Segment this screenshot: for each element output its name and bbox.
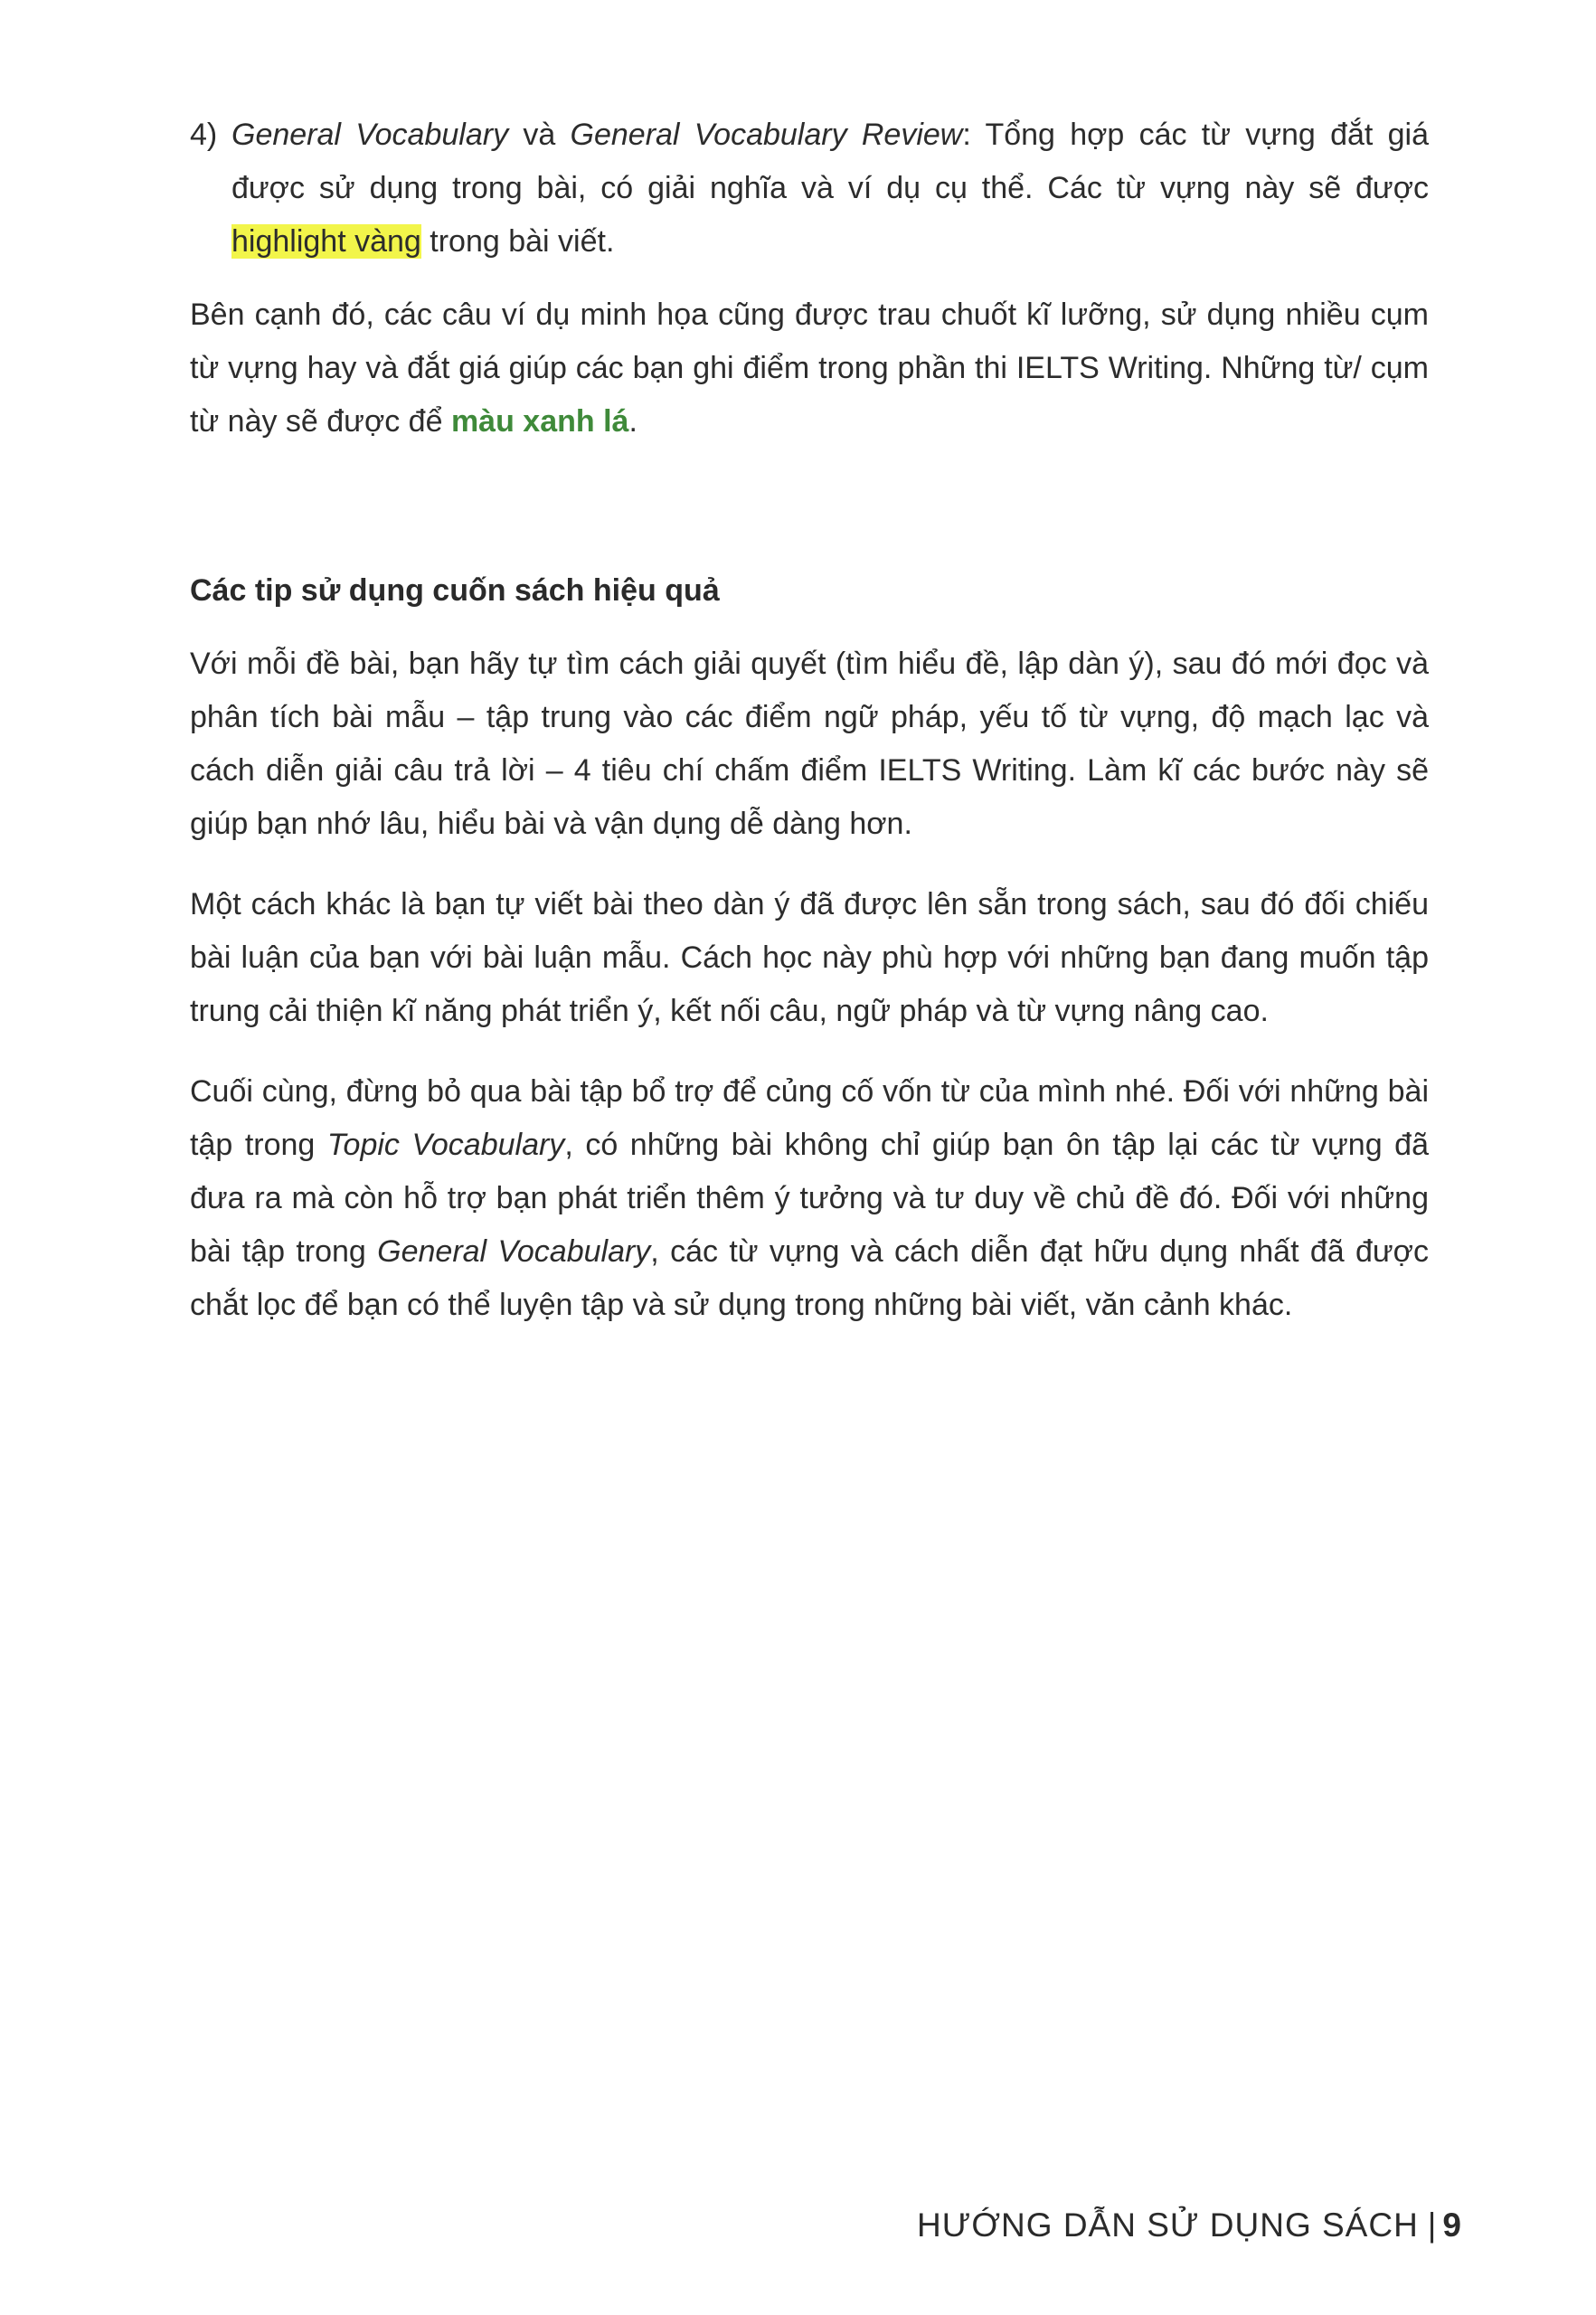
list-item-number: 4) xyxy=(190,118,218,152)
tip3-text-c: , các từ vựng và cách diễn đạt hữu dụng nhất đã được chắt lọc để bạn có thể luyện tập và sử dụng trong những bài viết, văn cảnh khác. xyxy=(190,1234,1429,1322)
page-content xyxy=(190,109,1429,1332)
term-topic-vocabulary: Topic Vocabulary xyxy=(326,1128,565,1162)
section-heading: Các tip sử dụng cuốn sách hiệu quả xyxy=(190,573,720,608)
tip-paragraph-3 xyxy=(190,1065,1429,1332)
green-text: màu xanh lá xyxy=(450,404,629,439)
term-general-vocabulary-2: General Vocabulary xyxy=(377,1234,651,1269)
tip3-text-a: Cuối cùng, đừng bỏ qua bài tập bổ trợ để củng cố vốn từ của mình nhé. Đối với những bài tập trong xyxy=(190,1074,1429,1162)
footer-label: HƯỚNG DẪN SỬ DỤNG SÁCH xyxy=(917,2206,1419,2244)
item-description-end: trong bài viết. xyxy=(420,224,615,259)
tip3-text-b: , có những bài không chỉ giúp bạn ôn tập lại các từ vựng đã đưa ra mà còn hỗ trợ bạn phát triển thêm ý tưởng và tư duy về chủ đề đó. Đối với những bài tập trong xyxy=(190,1128,1429,1269)
term-general-vocabulary-review: General Vocabulary Review xyxy=(570,118,963,152)
term-general-vocabulary: General Vocabulary xyxy=(231,118,509,152)
tip-paragraph-2: Một cách khác là bạn tự viết bài theo dàn ý đã được lên sẵn trong sách, sau đó đối chiếu bài luận của bạn với bài luận mẫu. Cách học này phù hợp với những bạn đang muốn tập trung cải thiện kĩ năng phát triển ý, kết nối câu, ngữ pháp và từ vựng nâng cao. xyxy=(190,887,1429,1028)
footer-separator: | xyxy=(1427,2206,1438,2244)
tip-paragraph-1: Với mỗi đề bài, bạn hãy tự tìm cách giải quyết (tìm hiểu đề, lập dàn ý), sau đó mới đọc và phân tích bài mẫu – tập trung vào các điểm ngữ pháp, yếu tố từ vựng, độ mạch lạc và cách diễn giải câu trả lời – 4 tiêu chí chấm điểm IELTS Writing. Làm kĩ các bước này sẽ giúp bạn nhớ lâu, hiểu bài và vận dụng dễ dàng hơn. xyxy=(190,647,1429,841)
conjunction: và xyxy=(508,118,571,152)
item-description: : Tổng hợp các từ vựng đắt giá được sử dụng trong bài, có giải nghĩa và ví dụ cụ thể. Các từ vựng này sẽ được xyxy=(231,118,1429,205)
list-item-text xyxy=(231,109,1429,269)
page-number: 9 xyxy=(1442,2206,1462,2244)
examples-text: Bên cạnh đó, các câu ví dụ minh họa cũng được trau chuốt kĩ lưỡng, sử dụng nhiều cụm từ vựng hay và đắt giá giúp các bạn ghi điểm trong phần thi IELTS Writing. Những từ/ cụm từ này sẽ được để xyxy=(190,298,1429,439)
page-footer xyxy=(917,2206,1462,2244)
paragraph-examples xyxy=(190,288,1429,449)
list-item-4 xyxy=(190,109,1429,269)
examples-text-end: . xyxy=(628,404,637,439)
highlighted-text: highlight vàng xyxy=(231,224,421,259)
